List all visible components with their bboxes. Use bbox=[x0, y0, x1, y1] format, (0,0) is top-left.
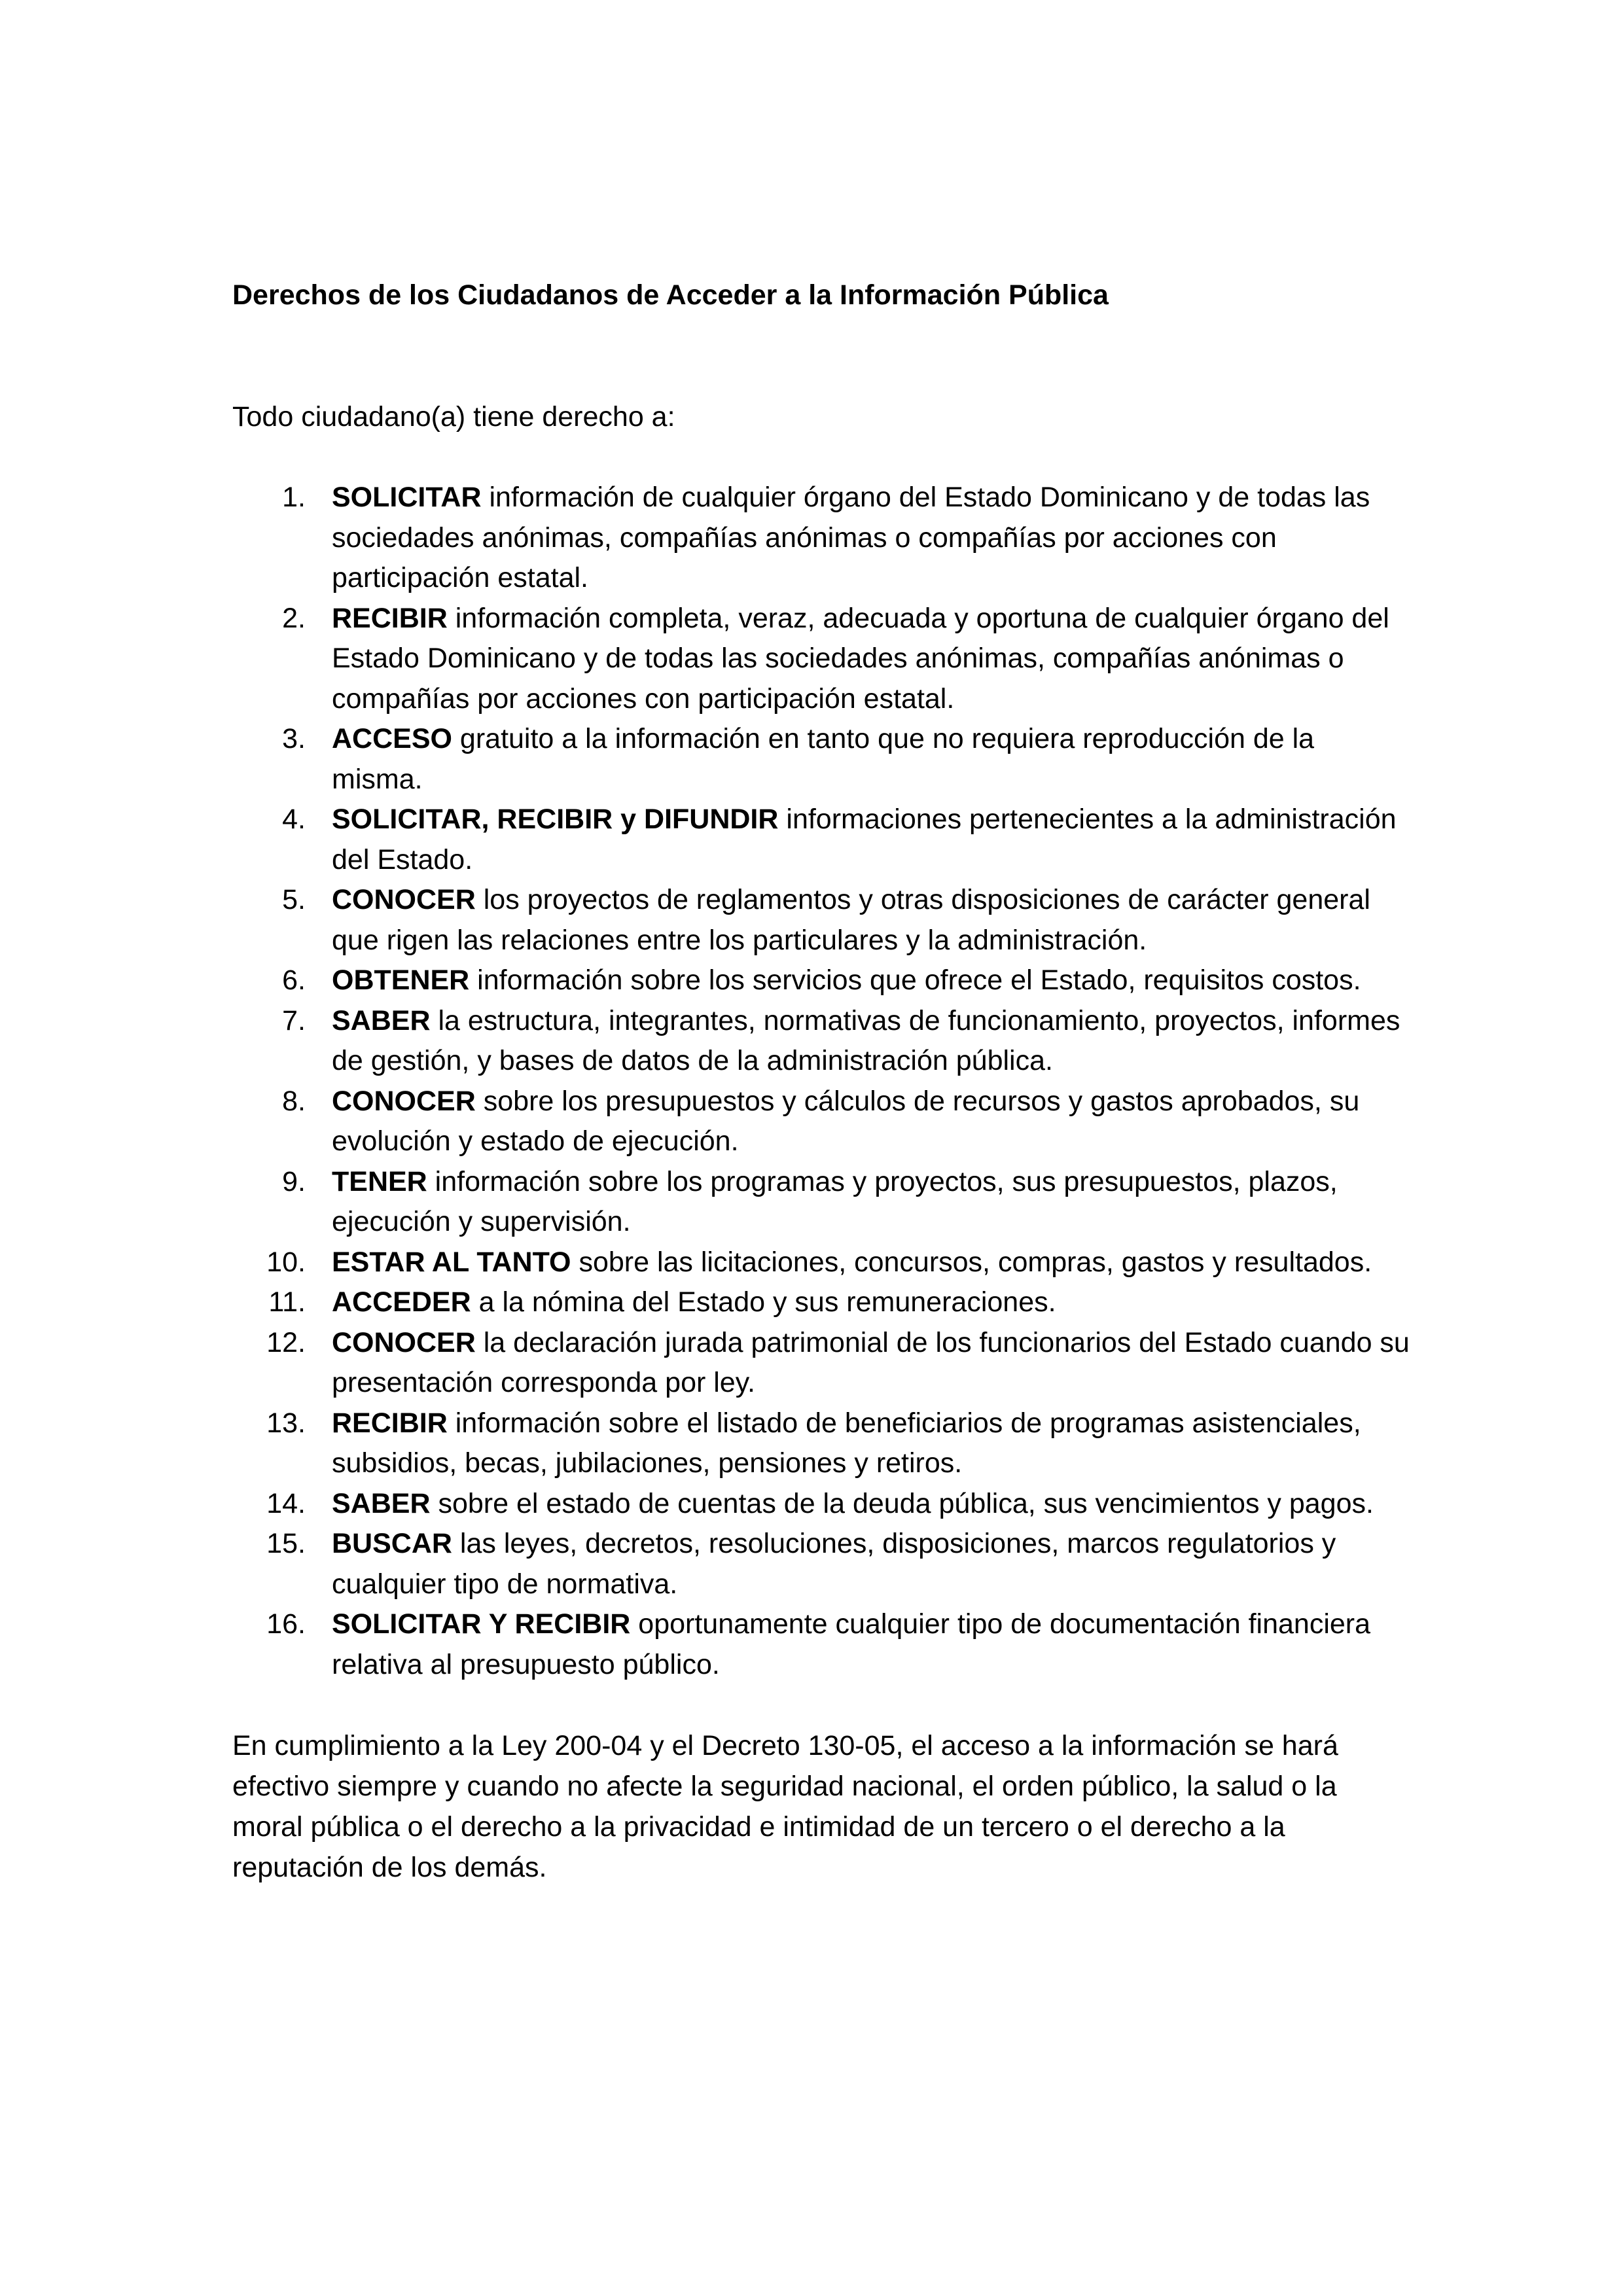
item-text: oportunamente cualquier tipo de documentación financiera relativa al presupuesto público. bbox=[332, 1608, 1371, 1680]
item-text: la declaración jurada patrimonial de los funcionarios del Estado cuando su presentación corresponda por ley. bbox=[332, 1326, 1410, 1398]
item-number: 1. bbox=[282, 482, 306, 513]
list-item bbox=[232, 1282, 1410, 1323]
item-keyword: ESTAR AL TANTO bbox=[332, 1246, 571, 1278]
item-keyword: BUSCAR bbox=[332, 1528, 452, 1559]
list-item bbox=[232, 1604, 1410, 1685]
item-text: información sobre los servicios que ofrece el Estado, requisitos costos. bbox=[469, 964, 1361, 996]
list-item bbox=[232, 1243, 1410, 1283]
item-number: 4. bbox=[282, 804, 306, 835]
document-page bbox=[232, 275, 1410, 1888]
item-number: 12. bbox=[266, 1326, 306, 1358]
item-number: 11. bbox=[268, 1286, 306, 1318]
item-text: la estructura, integrantes, normativas de funcionamiento, proyectos, informes de gestión, y bases de datos de la administración pública. bbox=[332, 1004, 1400, 1076]
list-item bbox=[232, 1484, 1410, 1525]
item-text: información sobre los programas y proyectos, sus presupuestos, plazos, ejecución y supervisión. bbox=[332, 1165, 1338, 1237]
item-keyword: SOLICITAR, RECIBIR y DIFUNDIR bbox=[332, 804, 779, 835]
item-keyword: RECIBIR bbox=[332, 602, 448, 634]
list-item bbox=[232, 599, 1410, 720]
item-number: 15. bbox=[266, 1528, 306, 1559]
item-number: 16. bbox=[266, 1608, 306, 1640]
list-item bbox=[232, 880, 1410, 961]
item-keyword: CONOCER bbox=[332, 884, 476, 915]
item-number: 5. bbox=[282, 884, 306, 915]
item-text: información completa, veraz, adecuada y oportuna de cualquier órgano del Estado Dominicano y de todas las sociedades anónimas, compañías anónimas o compañías por acciones con participación estatal. bbox=[332, 602, 1389, 715]
item-keyword: CONOCER bbox=[332, 1085, 476, 1117]
item-number: 13. bbox=[266, 1407, 306, 1439]
item-text: sobre los presupuestos y cálculos de recursos y gastos aprobados, su evolución y estado de ejecución. bbox=[332, 1085, 1360, 1157]
item-keyword: RECIBIR bbox=[332, 1407, 448, 1439]
item-text: información sobre el listado de beneficiarios de programas asistenciales, subsidios, becas, jubilaciones, pensiones y retiros. bbox=[332, 1407, 1361, 1479]
item-text: a la nómina del Estado y sus remuneraciones. bbox=[471, 1286, 1056, 1318]
item-number: 3. bbox=[282, 723, 306, 754]
item-keyword: SOLICITAR Y RECIBIR bbox=[332, 1608, 631, 1640]
item-text: sobre las licitaciones, concursos, compras, gastos y resultados. bbox=[571, 1246, 1372, 1278]
list-item bbox=[232, 800, 1410, 880]
list-item bbox=[232, 961, 1410, 1001]
item-number: 9. bbox=[282, 1165, 306, 1197]
item-number: 2. bbox=[282, 602, 306, 634]
document-title: Derechos de los Ciudadanos de Acceder a la Información Pública bbox=[232, 279, 1109, 311]
item-keyword: CONOCER bbox=[332, 1326, 476, 1358]
item-keyword: SABER bbox=[332, 1004, 431, 1036]
item-keyword: SABER bbox=[332, 1487, 431, 1519]
item-keyword: TENER bbox=[332, 1165, 427, 1197]
list-item bbox=[232, 1162, 1410, 1243]
list-item bbox=[232, 719, 1410, 800]
item-number: 7. bbox=[282, 1004, 306, 1036]
intro-text: Todo ciudadano(a) tiene derecho a: bbox=[232, 401, 675, 433]
item-text: sobre el estado de cuentas de la deuda pública, sus vencimientos y pagos. bbox=[430, 1487, 1374, 1519]
item-number: 6. bbox=[282, 964, 306, 996]
item-number: 14. bbox=[266, 1487, 306, 1519]
item-number: 10. bbox=[266, 1246, 306, 1278]
item-keyword: OBTENER bbox=[332, 964, 470, 996]
list-item bbox=[232, 1082, 1410, 1162]
item-text: informaciones pertenecientes a la administración del Estado. bbox=[332, 804, 1397, 875]
list-item bbox=[232, 1404, 1410, 1484]
item-text: los proyectos de reglamentos y otras disposiciones de carácter general que rigen las relaciones entre los particulares y la administración. bbox=[332, 884, 1370, 956]
item-text: gratuito a la información en tanto que no requiera reproducción de la misma. bbox=[332, 723, 1315, 795]
rights-list bbox=[232, 478, 1410, 1685]
item-keyword: ACCEDER bbox=[332, 1286, 471, 1318]
item-number: 8. bbox=[282, 1085, 306, 1117]
list-item bbox=[232, 1524, 1410, 1604]
item-text: información de cualquier órgano del Estado Dominicano y de todas las sociedades anónimas, compañías anónimas o compañías por acciones con participación estatal. bbox=[332, 482, 1370, 593]
list-item bbox=[232, 1323, 1410, 1404]
list-item bbox=[232, 1001, 1410, 1082]
item-text: las leyes, decretos, resoluciones, disposiciones, marcos regulatorios y cualquier tipo de normativa. bbox=[332, 1528, 1336, 1600]
closing-paragraph: En cumplimiento a la Ley 200-04 y el Decreto 130-05, el acceso a la información se hará efectivo siempre y cuando no afecte la seguridad nacional, el orden público, la salud o la moral pública o el derecho a la privacidad e intimidad de un tercero o el derecho a la reputación de los demás. bbox=[232, 1730, 1338, 1883]
item-keyword: ACCESO bbox=[332, 723, 452, 754]
item-keyword: SOLICITAR bbox=[332, 482, 482, 513]
list-item bbox=[232, 478, 1410, 599]
